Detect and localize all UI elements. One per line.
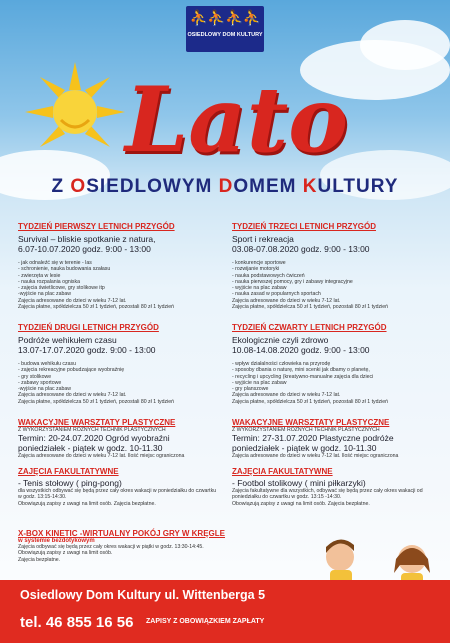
price-note: Zajęcia płatne, spółdzielcza 50 zł 1 tydzień, pozostali 80 zł 1 tydzień	[18, 398, 174, 405]
week-heading: TYDZIEŃ CZWARTY LETNICH PRZYGÓD	[232, 323, 387, 332]
list-item: - zajęcia świetlicowe, gry stolikowe itp	[18, 285, 105, 292]
subtitle-part: SIEDLOWYM	[86, 176, 219, 197]
week-heading: TYDZIEŃ DRUGI LETNICH PRZYGÓD	[18, 323, 159, 332]
subtitle-part: O	[70, 176, 87, 197]
facultative-line: - Footbol stolikowy ( mini piłkarzyki)	[232, 478, 366, 488]
week-dates: 03.08-07.08.2020 godz. 9:00 - 13:00	[232, 244, 370, 254]
age-note: Zajęcia adresowane do dzieci w wieku 7-12 lat.	[18, 297, 127, 304]
list-item: - sposoby dbania o naturę, mini scenki jak dbamy o planetę,	[232, 367, 370, 374]
list-item: - jak odnaleźć się w terenie - las	[18, 260, 92, 266]
week-heading: TYDZIEŃ PIERWSZY LETNICH PRZYGÓD	[18, 222, 175, 231]
week-2-section	[18, 323, 228, 405]
subtitle-part: ULTURY	[317, 176, 399, 197]
age-note: Zajęcia adresowane do dzieci w wieku 7-12 lat.	[232, 392, 341, 399]
list-item: - recycling i upcycling (kreatywno-manualne zajęcia dla dzieci	[232, 373, 374, 380]
footer-address: Osiedlowy Dom Kultury ul. Wittenberga 5	[20, 588, 266, 602]
week-heading: TYDZIEŃ TRZECI LETNICH PRZYGÓD	[232, 222, 376, 231]
subtitle-part: K	[302, 176, 318, 197]
facultative-text: dla wszystkich odbywać się będą przez cały okres wakacji w poniedziałku do czwartku w godz. 13:15-14:30.	[18, 488, 217, 501]
xbox-sub: w systemie bezdotykowym	[18, 538, 95, 544]
week-3-section	[232, 222, 442, 310]
workshop-2-section	[232, 418, 442, 459]
footer-signup-note: ZAPISY Z OBOWIĄZKIEM ZAPŁATY	[146, 618, 265, 625]
footer-phone: tel. 46 855 16 56	[20, 614, 134, 631]
cloud	[360, 20, 450, 70]
week-theme: Ekologicznie czyli zdrowo	[232, 335, 329, 345]
facultative-note: Obowiązują zapisy z uwagi na limit osób. Zajęcia bezpłatne.	[232, 500, 370, 507]
facultative-heading: ZAJĘCIA FAKULTATYWNE	[232, 467, 333, 476]
week-4-section	[232, 323, 442, 405]
facultative-note: Obowiązują zapisy z uwagi na limit osób. Zajęcia bezpłatne.	[18, 500, 156, 507]
age-note: Zajęcia adresowane do dzieci w wieku 7-12 lat.	[232, 297, 341, 304]
facultative-text: Zajęcia fakultatywne dla wszystkich, odbywać się będą przez cały okres wakacji od poniedziałku do czwartku w godz. 13:15 -14:30.	[232, 488, 423, 501]
logo-text: OSIEDLOWY DOM KULTURY	[187, 32, 263, 38]
workshop-note: Zajęcia adresowane do dzieci w wieku 7-12 lat. Ilość miejsc ograniczona	[18, 453, 185, 459]
list-item: - nauka rozpalania ogniska	[18, 278, 81, 285]
subtitle	[0, 176, 450, 198]
list-item: - wyjście na plac zabaw	[232, 379, 287, 386]
workshop-note: Zajęcia adresowane do dzieci w wieku 7-12 lat. Ilość miejsc ograniczona	[232, 453, 399, 459]
week-1-section	[18, 222, 228, 310]
xbox-note: Obowiązują zapisy z uwagi na limit osób.	[18, 550, 113, 557]
subtitle-part: OMEM	[233, 176, 303, 197]
list-item: - nauka pierwszej pomocy, gry i zabawy integracyjne	[232, 278, 353, 285]
week-dates: 13.07-17.07.2020 godz. 9:00 - 13:00	[18, 345, 156, 355]
list-item: - rozwijanie motoryki	[232, 266, 280, 273]
week-theme: Sport i rekreacja	[232, 234, 294, 244]
workshop-hours: poniedziałek - piątek w godz. 10-11.30	[18, 443, 163, 453]
sun-icon	[25, 62, 125, 162]
workshop-heading: WAKACYJNE WARSZTATY PLASTYCZNE	[232, 418, 390, 427]
list-item: - gry stolikowe	[18, 373, 52, 380]
facultative-1-section	[18, 467, 218, 507]
week-theme: Survival – bliskie spotkanie z natura,	[18, 234, 156, 244]
list-item: -wyjście na plac zabaw	[18, 386, 72, 393]
facultative-2-section	[232, 467, 432, 507]
xbox-note: Zajęcia bezpłatne.	[18, 556, 61, 563]
list-item: - budowa wehikułu czasu	[18, 361, 76, 367]
price-note: Zajęcia płatne, spółdzielcza 50 zł 1 tydzień, pozostali 80 zł 1 tydzień	[232, 304, 388, 311]
facultative-line: - Tenis stołowy ( ping-pong)	[18, 478, 122, 488]
price-note: Zajęcia płatne, spółdzielcza 50 zł 1 tydzień, pozostali 80 zł 1 tydzień	[232, 398, 388, 405]
week-theme: Podróże wehikułem czasu	[18, 335, 117, 345]
workshop-term: Termin: 27-31.07.2020 Plastyczne podróże	[232, 433, 394, 443]
workshop-term: Termin: 20-24.07.2020 Ogród wyobraźni	[18, 433, 170, 443]
list-item: - wyjście na plac zabaw	[232, 285, 287, 292]
xbox-text: Zajęcia odbywać się będą przez cały okres wakacji w piątki w godz. 13:30-14:45.	[18, 544, 204, 550]
list-item: - gry planszowe	[232, 386, 269, 393]
workshop-sub: Z WYKORZYSTANIEM RÓŻNYCH TECHNIK PLASTYCZNYCH	[232, 427, 380, 433]
workshop-heading: WAKACYJNE WARSZTATY PLASTYCZNE	[18, 418, 176, 427]
list-item: - zajęcia rekreacyjne pobudzające wyobraźnię	[18, 367, 125, 374]
list-item: - zabawy sportowe	[18, 379, 62, 386]
subtitle-part: Z	[51, 176, 71, 197]
xbox-heading: X-BOX KINETIC -WIRTUALNY POKÓJ GRY W KRĘGLE	[18, 529, 225, 538]
list-item: -wyjście na plac zabaw	[18, 291, 72, 298]
list-item: - konkurencje sportowe	[232, 260, 286, 266]
list-item: - wpływ działalności człowieka na przyrodę	[232, 361, 331, 367]
page-title: Lato	[125, 67, 349, 173]
age-note: Zajęcia adresowane do dzieci w wieku 7-12 lat.	[18, 392, 127, 399]
week-dates: 6.07-10.07.2020 godz. 9:00 - 13:00	[18, 244, 151, 254]
workshop-sub: Z WYKORZYSTANIEM RÓŻNYCH TECHNIK PLASTYCZNYCH	[18, 427, 166, 433]
workshop-hours: poniedziałek - piątek w godz. 10-11.30	[232, 443, 377, 453]
logo-figures: ⛹⛹⛹⛹	[189, 10, 261, 27]
list-item: - nauka podstawowych ćwiczeń	[232, 272, 305, 279]
facultative-heading: ZAJĘCIA FAKULTATYWNE	[18, 467, 119, 476]
workshop-1-section	[18, 418, 228, 459]
price-note: Zajęcia płatne, spółdzielcza 50 zł 1 tydzień, pozostali 80 zł 1 tydzień	[18, 304, 174, 311]
list-item: - nauka zasad w popularnych sportach	[232, 291, 321, 298]
subtitle-part: D	[218, 176, 234, 197]
xbox-section	[18, 529, 288, 563]
list-item: - schronienie, nauka budowania szałasu	[18, 266, 111, 273]
week-dates: 10.08-14.08.2020 godz. 9:00 - 13:00	[232, 345, 370, 355]
list-item: - zwierzęta w lesie	[18, 272, 61, 279]
odk-logo	[186, 6, 264, 52]
